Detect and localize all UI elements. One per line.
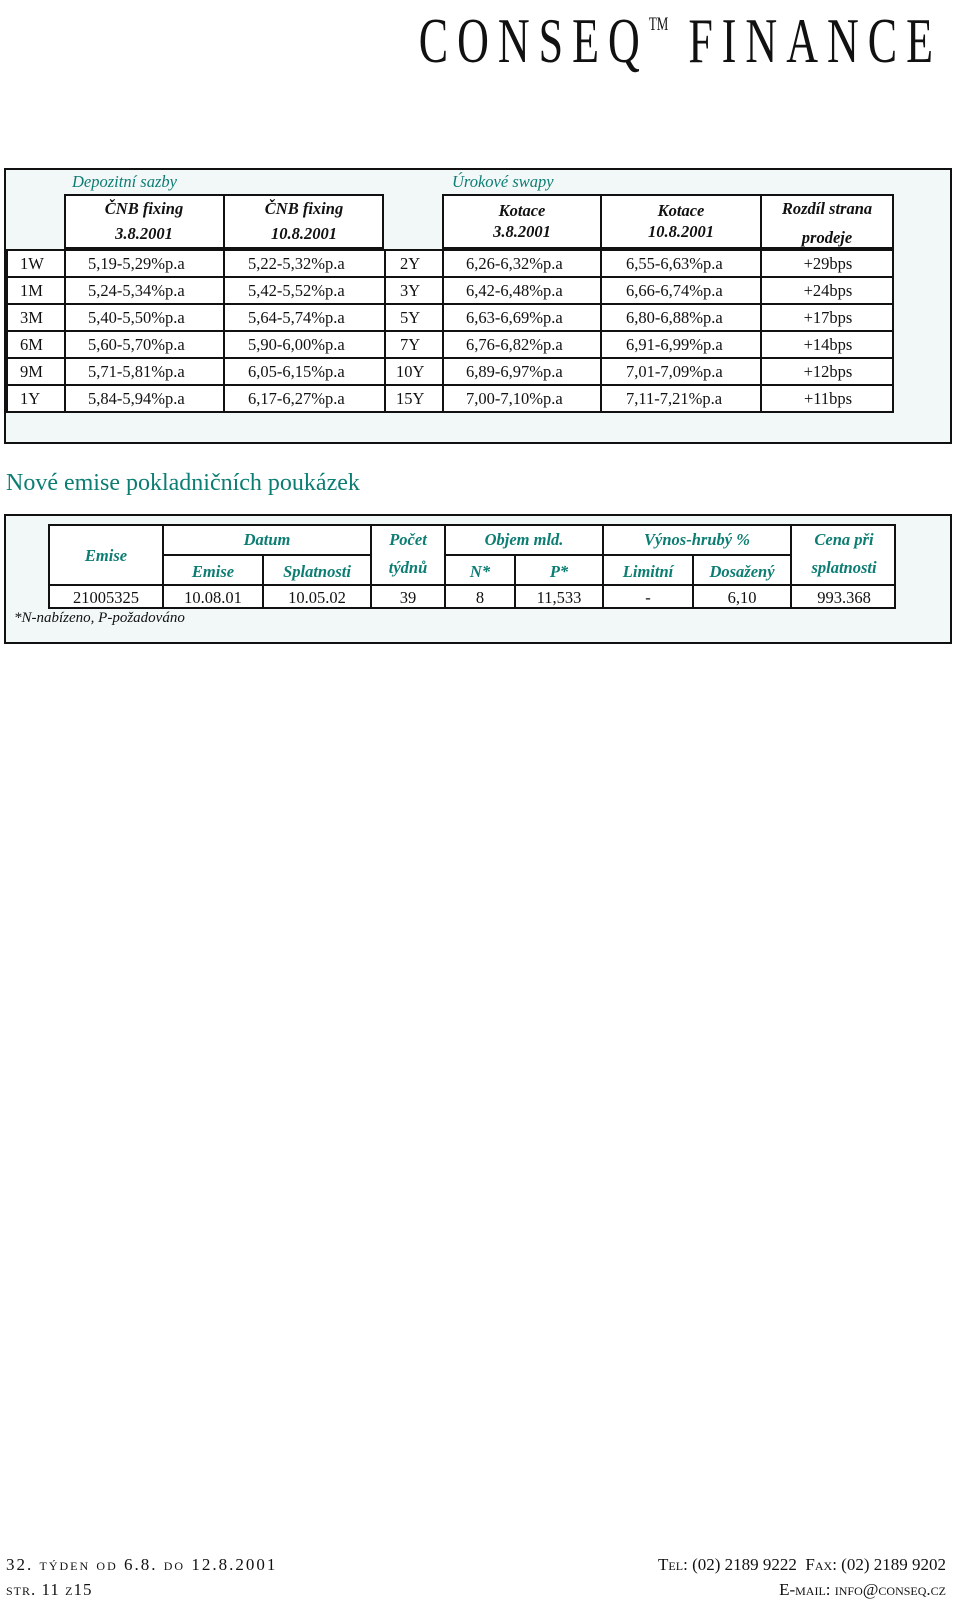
logo-tm: TM — [648, 12, 669, 35]
cnb1-value: 5,84-5,94%p.a — [88, 389, 185, 408]
email-value[interactable]: info@conseq.cz — [834, 1580, 946, 1599]
footer-page — [6, 1580, 92, 1600]
diff-label-1: Rozdíl strana — [781, 199, 873, 218]
kot1-value: 6,42-6,48%p.a — [466, 281, 563, 300]
diff-value: +29bps — [803, 254, 853, 273]
fax-label: Fax: — [805, 1555, 837, 1574]
swap-term: 7Y — [400, 335, 421, 354]
cnb1-label: ČNB fixing — [104, 199, 184, 218]
emise-note: *N-nabízeno, P-požadováno — [14, 610, 185, 626]
kot2-value: 6,66-6,74%p.a — [626, 281, 723, 300]
logo-text-finance: FINANCE — [688, 5, 942, 77]
hdr-limitni: Limitní — [622, 562, 674, 581]
kot1-value: 6,26-6,32%p.a — [466, 254, 563, 273]
footer-page-total: 15 — [73, 1580, 93, 1599]
email-label: E-mail: — [779, 1580, 831, 1599]
cnb1-value: 5,40-5,50%p.a — [88, 308, 185, 327]
kot2-value: 7,11-7,21%p.a — [626, 389, 723, 408]
cnb2-label: ČNB fixing — [264, 199, 344, 218]
hdr-datum-splatnosti: Splatnosti — [283, 562, 351, 581]
fax-value: (02) 2189 9202 — [841, 1555, 946, 1574]
diff-value: +12bps — [803, 362, 853, 381]
kot1-label: Kotace — [498, 201, 546, 220]
deposit-rates-title: Depozitní sazby — [72, 172, 177, 191]
company-logo — [419, 4, 942, 78]
kot2-value: 6,55-6,63%p.a — [626, 254, 723, 273]
footer-page-number: 11 — [41, 1580, 60, 1599]
hdr-emise: Emise — [84, 546, 128, 565]
hdr-datum: Datum — [243, 530, 291, 549]
hdr-n: N* — [469, 562, 491, 581]
hdr-datum-emise: Emise — [191, 562, 235, 581]
footer-contact-phone — [658, 1555, 946, 1575]
dep-term: 9M — [20, 362, 43, 381]
swap-term: 3Y — [400, 281, 421, 300]
footer-contact-email — [779, 1580, 946, 1600]
cell-n: 8 — [475, 588, 485, 607]
tel-label: Tel: — [658, 1555, 688, 1574]
diff-label-2: prodeje — [801, 228, 853, 247]
cnb1-value: 5,19-5,29%p.a — [88, 254, 185, 273]
footer-page-label: str. — [6, 1580, 37, 1599]
hdr-objem: Objem mld. — [484, 530, 564, 549]
cnb1-value: 5,71-5,81%p.a — [88, 362, 185, 381]
hdr-cena-1: Cena při — [814, 530, 874, 549]
hdr-pocet-2: týdnů — [388, 558, 428, 577]
kot2-value: 7,01-7,09%p.a — [626, 362, 723, 381]
cell-pocet: 39 — [399, 588, 417, 607]
kot1-value: 6,89-6,97%p.a — [466, 362, 563, 381]
cell-limitni: - — [645, 588, 651, 607]
kot1-date: 3.8.2001 — [493, 222, 551, 241]
cell-splatnosti: 10.05.02 — [288, 588, 346, 607]
dep-term: 1W — [20, 254, 44, 273]
rates-panel — [4, 168, 952, 444]
diff-value: +17bps — [803, 308, 853, 327]
section-title: Nové emise pokladničních poukázek — [6, 470, 360, 496]
dep-term: 1M — [20, 281, 43, 300]
cnb2-value: 5,90-6,00%p.a — [248, 335, 345, 354]
cnb1-value: 5,60-5,70%p.a — [88, 335, 185, 354]
kot1-value: 7,00-7,10%p.a — [466, 389, 563, 408]
cnb2-value: 5,42-5,52%p.a — [248, 281, 345, 300]
cnb2-date: 10.8.2001 — [271, 224, 337, 243]
cnb1-value: 5,24-5,34%p.a — [88, 281, 185, 300]
cnb1-date: 3.8.2001 — [115, 224, 173, 243]
dep-term: 3M — [20, 308, 43, 327]
hdr-dosazeny: Dosažený — [709, 562, 775, 581]
swap-term: 10Y — [396, 362, 425, 381]
emise-panel — [4, 514, 952, 644]
swap-term: 15Y — [396, 389, 425, 408]
diff-value: +14bps — [803, 335, 853, 354]
kot2-value: 6,80-6,88%p.a — [626, 308, 723, 327]
swap-rates-title: Úrokové swapy — [452, 172, 554, 191]
cell-datum-emise: 10.08.01 — [184, 588, 242, 607]
tel-value: (02) 2189 9222 — [692, 1555, 797, 1574]
cell-emise: 21005325 — [73, 588, 139, 607]
cell-cena: 993.368 — [817, 588, 871, 607]
hdr-vynos: Výnos-hrubý % — [644, 530, 750, 549]
kot1-value: 6,63-6,69%p.a — [466, 308, 563, 327]
footer-page-of: z — [65, 1580, 74, 1599]
hdr-cena-2: splatnosti — [811, 558, 877, 577]
diff-value: +24bps — [803, 281, 853, 300]
kot2-date: 10.8.2001 — [648, 222, 714, 241]
swap-term: 5Y — [400, 308, 421, 327]
footer-week: 32. týden od 6.8. do 12.8.2001 — [6, 1555, 278, 1574]
cnb2-value: 5,64-5,74%p.a — [248, 308, 345, 327]
diff-value: +11bps — [803, 389, 853, 408]
dep-term: 6M — [20, 335, 43, 354]
cell-p: 11,533 — [536, 588, 582, 607]
cell-dosazeny: 6,10 — [727, 588, 757, 607]
hdr-pocet-1: Počet — [389, 530, 427, 549]
hdr-p: P* — [549, 562, 569, 581]
cnb2-value: 5,22-5,32%p.a — [248, 254, 345, 273]
cnb2-value: 6,05-6,15%p.a — [248, 362, 345, 381]
kot1-value: 6,76-6,82%p.a — [466, 335, 563, 354]
logo-text: CONSEQ — [418, 5, 649, 77]
swap-term: 2Y — [400, 254, 421, 273]
kot2-value: 6,91-6,99%p.a — [626, 335, 723, 354]
dep-term: 1Y — [20, 389, 41, 408]
cnb2-value: 6,17-6,27%p.a — [248, 389, 345, 408]
kot2-label: Kotace — [657, 201, 705, 220]
